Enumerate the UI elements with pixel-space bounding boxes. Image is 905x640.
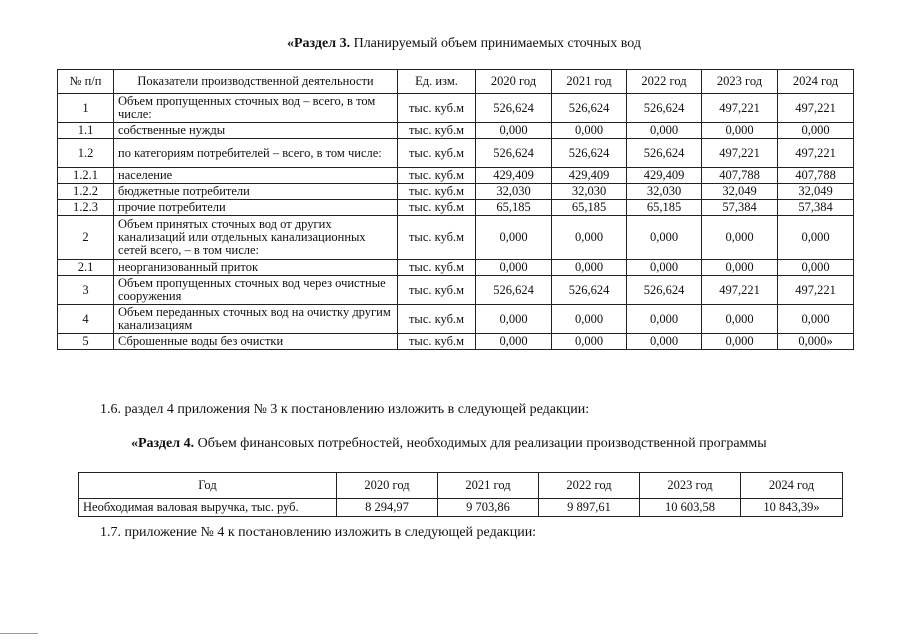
section3-prefix: «Раздел 3. [287,36,351,51]
table2-revenue-2024: 10 843,39» [741,499,843,517]
table1-cell-2022: 32,030 [627,184,702,200]
table1-header-2020: 2020 год [476,70,552,94]
table1-header-unit: Ед. изм. [398,70,476,94]
table1-cell-2022: 0,000 [627,305,702,334]
table1-cell-2023: 497,221 [702,94,778,123]
table1-cell-2020: 0,000 [476,216,552,260]
table1-cell-num: 1.2.2 [58,184,114,200]
table1-cell-indicator: бюджетные потребители [114,184,398,200]
table1-cell-unit: тыс. куб.м [398,216,476,260]
table1-cell-2020: 0,000 [476,260,552,276]
table1-row [58,260,854,276]
table1-header-indicator: Показатели производственной деятельности [114,70,398,94]
table1-row [58,168,854,184]
table1-cell-2024: 0,000 [778,260,854,276]
table1-cell-unit: тыс. куб.м [398,139,476,168]
table1-cell-2022: 429,409 [627,168,702,184]
table2-header-year: Год [79,473,337,499]
section4-prefix: «Раздел 4. [131,436,195,451]
table2-revenue-2020: 8 294,97 [337,499,438,517]
wastewater-volume-table [57,69,854,350]
section4-heading [131,436,767,452]
table2-header-2022: 2022 год [539,473,640,499]
table1-header-2023: 2023 год [702,70,778,94]
table1-cell-2023: 497,221 [702,276,778,305]
table1-cell-2020: 526,624 [476,94,552,123]
table1-row [58,334,854,350]
table1-row [58,200,854,216]
table1-cell-2021: 526,624 [552,139,627,168]
table1-cell-2022: 526,624 [627,139,702,168]
table1-cell-2021: 0,000 [552,334,627,350]
table1-cell-unit: тыс. куб.м [398,94,476,123]
table2-header-2021: 2021 год [438,473,539,499]
table1-row [58,216,854,260]
table1-cell-2021: 0,000 [552,216,627,260]
table1-cell-2022: 0,000 [627,123,702,139]
table1-cell-num: 2 [58,216,114,260]
table1-cell-num: 4 [58,305,114,334]
table1-cell-2022: 0,000 [627,260,702,276]
table1-cell-2024: 497,221 [778,276,854,305]
table1-cell-num: 1 [58,94,114,123]
table1-header-row [58,70,854,94]
table2-revenue-2023: 10 603,58 [640,499,741,517]
table1-header-num: № п/п [58,70,114,94]
table1-cell-2021: 32,030 [552,184,627,200]
table1-cell-2022: 0,000 [627,334,702,350]
table1-cell-indicator: собственные нужды [114,123,398,139]
table1-row [58,139,854,168]
table1-cell-2022: 65,185 [627,200,702,216]
table1-cell-unit: тыс. куб.м [398,260,476,276]
table1-cell-2020: 0,000 [476,305,552,334]
table1-cell-num: 1.2 [58,139,114,168]
paragraph-1-7: 1.7. приложение № 4 к постановлению изложить в следующей редакции: [100,525,537,540]
table1-cell-num: 1.2.1 [58,168,114,184]
table1-cell-2024: 0,000 [778,305,854,334]
financial-needs-table [78,472,843,517]
table1-row [58,305,854,334]
table2-row-revenue [79,499,843,517]
table1-cell-2021: 526,624 [552,276,627,305]
table1-cell-2020: 32,030 [476,184,552,200]
table1-cell-2021: 0,000 [552,305,627,334]
table1-cell-2024: 0,000 [778,123,854,139]
table1-row [58,94,854,123]
table1-cell-2021: 0,000 [552,123,627,139]
table1-cell-indicator: население [114,168,398,184]
table1-cell-2020: 526,624 [476,276,552,305]
section3-heading [287,36,641,52]
table1-header-2022: 2022 год [627,70,702,94]
table1-cell-num: 1.1 [58,123,114,139]
table2-header-2024: 2024 год [741,473,843,499]
paragraph-1-6: 1.6. раздел 4 приложения № 3 к постановлению изложить в следующей редакции: [100,402,590,417]
table1-cell-indicator: Объем переданных сточных вод на очистку другим канализациям [114,305,398,334]
table1-cell-2023: 497,221 [702,139,778,168]
table1-cell-2020: 526,624 [476,139,552,168]
table2-revenue-2021: 9 703,86 [438,499,539,517]
scan-edge-mark [0,633,38,634]
table1-cell-num: 2.1 [58,260,114,276]
table1-cell-2024: 57,384 [778,200,854,216]
table2-header-2020: 2020 год [337,473,438,499]
table1-cell-unit: тыс. куб.м [398,305,476,334]
table1-row [58,184,854,200]
table1-cell-2020: 0,000 [476,123,552,139]
table1-cell-num: 5 [58,334,114,350]
table1-cell-2024: 497,221 [778,94,854,123]
table1-cell-2023: 0,000 [702,305,778,334]
table1-cell-unit: тыс. куб.м [398,168,476,184]
table1-cell-unit: тыс. куб.м [398,123,476,139]
table1-cell-unit: тыс. куб.м [398,200,476,216]
table1-cell-num: 1.2.3 [58,200,114,216]
table1-cell-unit: тыс. куб.м [398,276,476,305]
table1-cell-2021: 429,409 [552,168,627,184]
table1-cell-2024: 497,221 [778,139,854,168]
table1-cell-2023: 57,384 [702,200,778,216]
table1-cell-indicator: по категориям потребителей – всего, в том числе: [114,139,398,168]
table1-cell-indicator: Объем принятых сточных вод от других канализаций или отдельных канализационных сетей всего, – в том числе: [114,216,398,260]
table1-cell-2024: 0,000 [778,216,854,260]
table1-cell-2023: 0,000 [702,123,778,139]
table1-cell-indicator: прочие потребители [114,200,398,216]
table1-cell-unit: тыс. куб.м [398,184,476,200]
table1-cell-2022: 0,000 [627,216,702,260]
table2-revenue-label: Необходимая валовая выручка, тыс. руб. [79,499,337,517]
table1-cell-2024: 32,049 [778,184,854,200]
table1-cell-2021: 0,000 [552,260,627,276]
table1-cell-indicator: неорганизованный приток [114,260,398,276]
table1-cell-2020: 65,185 [476,200,552,216]
table1-cell-2023: 0,000 [702,334,778,350]
table1-row [58,123,854,139]
table2-header-row [79,473,843,499]
table1-cell-2022: 526,624 [627,276,702,305]
table1-cell-indicator: Объем пропущенных сточных вод через очистные сооружения [114,276,398,305]
table1-cell-unit: тыс. куб.м [398,334,476,350]
table2-revenue-2022: 9 897,61 [539,499,640,517]
table1-header-2024: 2024 год [778,70,854,94]
table1-cell-2022: 526,624 [627,94,702,123]
table1-row [58,276,854,305]
table1-cell-2024: 407,788 [778,168,854,184]
table1-cell-num: 3 [58,276,114,305]
table2-header-2023: 2023 год [640,473,741,499]
table1-cell-2023: 0,000 [702,216,778,260]
section4-title: Объем финансовых потребностей, необходимых для реализации производственной программы [197,436,767,451]
table1-cell-indicator: Сброшенные воды без очистки [114,334,398,350]
table1-cell-2020: 0,000 [476,334,552,350]
table1-cell-2023: 407,788 [702,168,778,184]
table1-cell-indicator: Объем пропущенных сточных вод – всего, в том числе: [114,94,398,123]
section3-title: Планируемый объем принимаемых сточных вод [353,36,641,51]
table1-header-2021: 2021 год [552,70,627,94]
table1-cell-2023: 0,000 [702,260,778,276]
table1-cell-2021: 526,624 [552,94,627,123]
table1-cell-2020: 429,409 [476,168,552,184]
table1-cell-2021: 65,185 [552,200,627,216]
table1-cell-2024: 0,000» [778,334,854,350]
table1-cell-2023: 32,049 [702,184,778,200]
